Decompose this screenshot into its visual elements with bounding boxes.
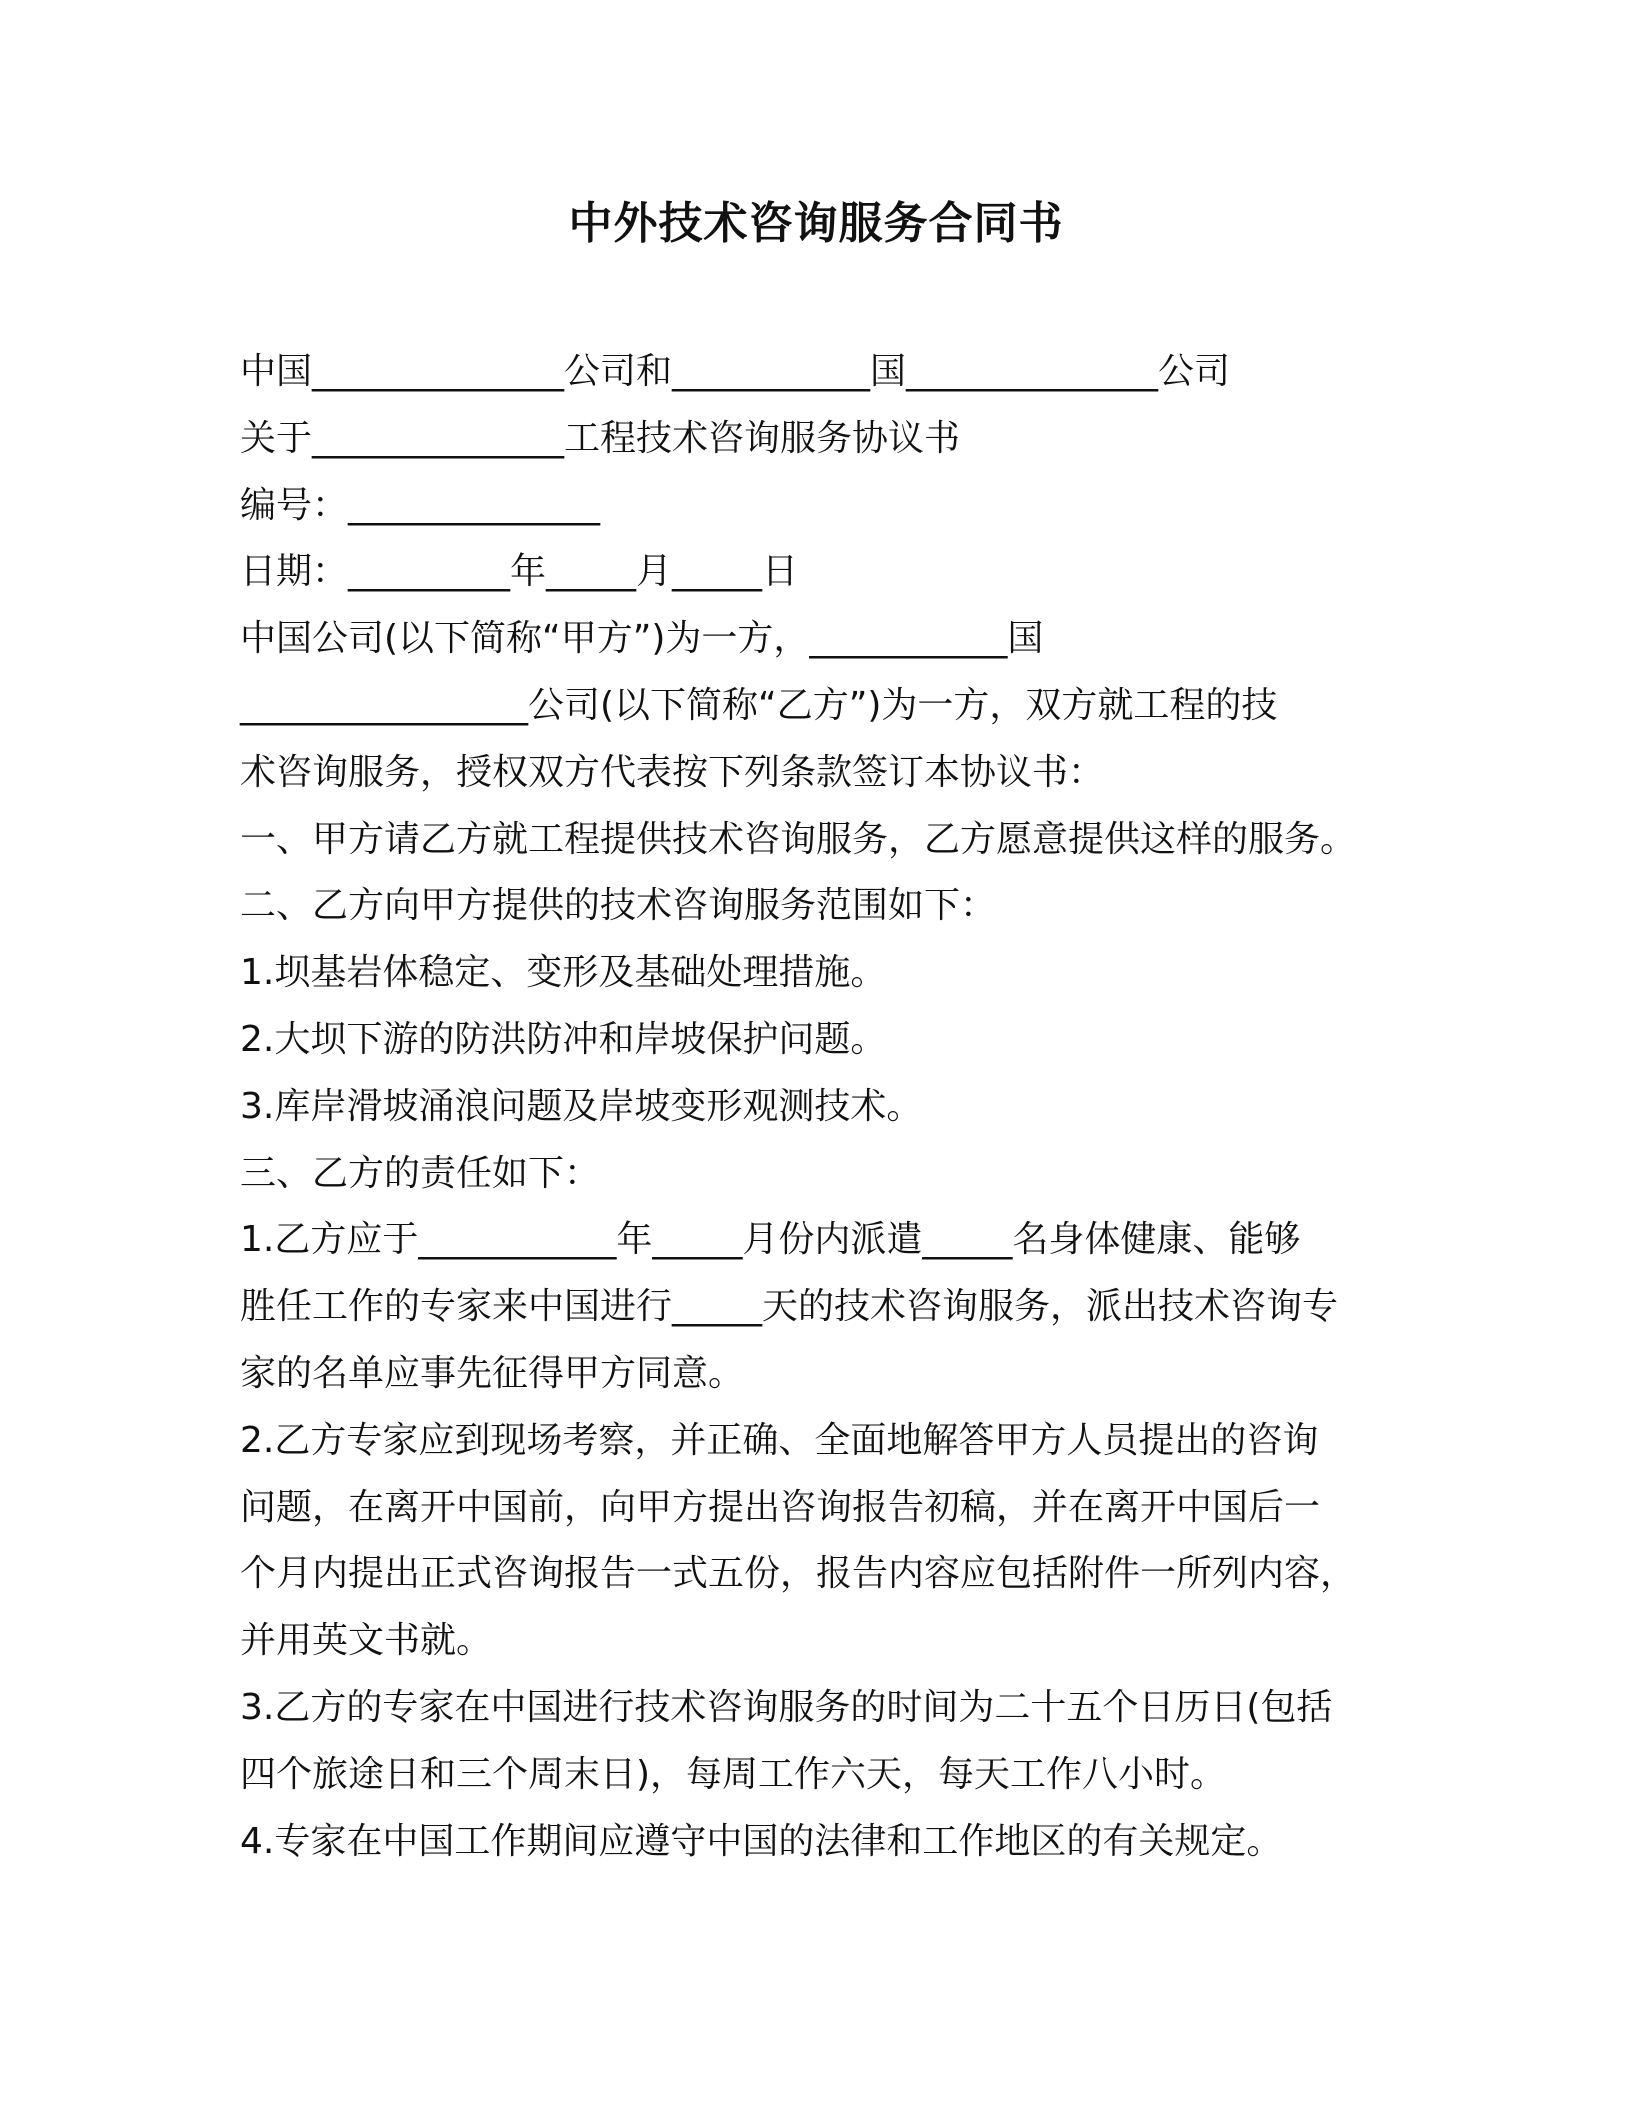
- party-names-line: 中国______________公司和___________国______________公司: [240, 351, 1231, 392]
- clause-one-line: 一、甲方请乙方就工程提供技术咨询服务，乙方愿意提供这样的服务。: [240, 818, 1357, 860]
- preamble-line: 术咨询服务，授权双方代表按下列条款签订本协议书：: [240, 751, 1105, 793]
- clause-two-heading: 二、乙方向甲方提供的技术咨询服务范围如下：: [240, 885, 997, 927]
- document-body: [240, 339, 1420, 1875]
- clause-three-heading: 三、乙方的责任如下：: [240, 1152, 601, 1194]
- clause-three-item-line: 2.乙方专家应到现场考察，并正确、全面地解答甲方人员提出的咨询: [240, 1419, 1319, 1461]
- agreement-subject-line: 关于______________工程技术咨询服务协议书: [240, 417, 961, 459]
- clause-two-item: 3.库岸滑坡涌浪问题及岸坡变形观测技术。: [240, 1085, 923, 1127]
- clause-three-item-line: 个月内提出正式咨询报告一式五份，报告内容应包括附件一所列内容，: [240, 1553, 1357, 1595]
- clause-two-item: 1.坝基岩体稳定、变形及基础处理措施。: [240, 952, 887, 994]
- preamble-line: 中国公司(以下简称“甲方”)为一方，___________国: [240, 618, 1044, 660]
- clause-three-item-line: 4.专家在中国工作期间应遵守中国的法律和工作地区的有关规定。: [240, 1820, 1283, 1862]
- clause-three-item-line: 胜任工作的专家来中国进行_____天的技术咨询服务，派出技术咨询专: [240, 1286, 1339, 1328]
- contract-date-line: 日期：_________年_____月_____日: [240, 551, 799, 593]
- clause-two-item: 2.大坝下游的防洪防冲和岸坡保护问题。: [240, 1018, 887, 1060]
- clause-three-item-line: 问题，在离开中国前，向甲方提出咨询报告初稿，并在离开中国后一: [240, 1486, 1321, 1528]
- contract-number-line: 编号：______________: [240, 484, 601, 526]
- clause-three-item-line: 并用英文书就。: [240, 1620, 493, 1662]
- clause-three-item-line: 四个旅途日和三个周末日)，每周工作六天，每天工作八小时。: [240, 1753, 1227, 1795]
- preamble-line: ________________公司(以下简称“乙方”)为一方，双方就工程的技: [240, 684, 1278, 726]
- clause-three-item-line: 家的名单应事先征得甲方同意。: [240, 1352, 745, 1394]
- clause-three-item-line: 1.乙方应于___________年_____月份内派遣_____名身体健康、能够: [240, 1219, 1301, 1261]
- document-title: 中外技术咨询服务合同书: [568, 198, 1064, 249]
- clause-three-item-line: 3.乙方的专家在中国进行技术咨询服务的时间为二十五个日历日(包括: [240, 1686, 1333, 1728]
